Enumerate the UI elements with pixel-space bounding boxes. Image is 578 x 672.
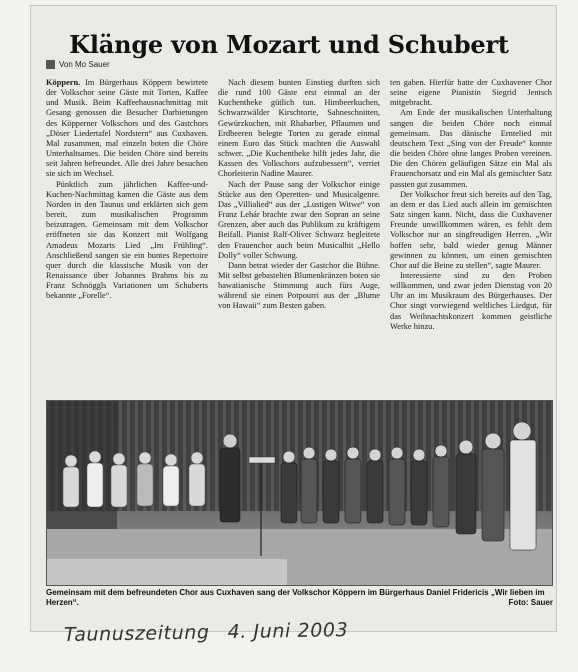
byline [46,60,110,69]
article-column-3 [390,78,552,396]
paragraph: Pünktlich zum jährlichen Kaffee-und-Kuchen-Nachmittag kamen die Gäste aus dem Norden in den Taunus und erklärten sich gern bereit, zum musikalischen Programm beizutragen. Gemeinsam mit dem Volkschor eröffneten sie das Konzert mit Wolfgang Amadeus Mozarts Lied „Im Frühling“. Anschließend sangen sie ein buntes Repertoire quer durch die klassische Musik von der Renaissance über Johannes Brahms bis zu Franz Schnöggls Variationen um Schuberts bekannte „Forelle“. [46,179,208,301]
paragraph: Interessierte sind zu den Proben willkommen, und zwar jeden Dienstag von 20 Uhr an im Musikraum des Bürgerhauses. Der Chor singt vorwiegend weltliches Liedgut, für das Weihnachtskonzert kommen geistliche Werke hinzu. [390,270,552,331]
article-column-1 [46,78,208,396]
caption-text: Gemeinsam mit dem befreundeten Chor aus Cuxhaven sang der Volkschor Köppern im Bürgerhaus Daniel Fridericis „Wir lieben im Herzen“. [46,588,545,607]
paragraph: Der Volkschor freut sich bereits auf den Tag, an dem er das Lied auch allein im gemischten Satz singen kann. Nicht, dass die Cuxhavener Freunde unwillkommen wären, es fehlt dem Volkschor nur an singfreudigen Herren. „Wir hoffen sehr, bald wieder genug Männer gewinnen zu können, um einen gemischten Chor auf die Beine zu stellen“, sagte Maurer. [390,189,552,270]
photo-credit: Foto: Sauer [508,598,553,607]
handwritten-date: 4. Juni 2003 [227,619,349,644]
paragraph: Am Ende der musikalischen Unterhaltung sangen die beiden Chöre noch einmal gemeinsam. Das dänische Erntelied mit deutschem Text „Sing von der Freude“ konnte die beiden Chöre ohne langes Proben vereinen. Die den Chören geläufigen Sätze ein Mal als Frauenchorsatz und ein Mal als gemischter Satz passten gut zusammen. [390,108,552,189]
paragraph: Nach diesem bunten Einstieg durften sich die rund 100 Gäste erst einmal an der Kuchentheke gütlich tun. Himbeerkuchen, Schwarzwälder Kirschtorte, Sahneschnitten, Gewürzkuchen, mit Rhabarber, Pflaumen und Erdbeeren belegte Torten zu gerade einmal einem Euro das Stück machten die Auswahl schwer. „Die Kuchentheke hilft jedes Jahr, die Kassen des Volkschors aufzubessern“, verriet Chorleiterin Nadine Maurer. [218,78,380,179]
paragraph: Köppern. Im Bürgerhaus Köppern bewirtete der Volkschor seine Gäste mit Torten, Kaffee und Musik. Beim Kaffeehausnachmittag mit Gesang genossen die Besucher Darbietungen des Köpperner Volkschors und des Gastchors „Döser Liedertafel Nordstern“ aus Cuxhaven. Mal zusammen, mal einzeln boten die Chöre Unterhaltsames. Die beiden Chöre sind bereits seit Jahren befreundet. Alle drei Jahre besuchen sie sich im Wechsel. [46,78,208,179]
choir-photo-image [47,401,553,586]
article-headline: Klänge von Mozart und Schubert [69,30,509,60]
byline-marker-icon [46,60,55,69]
choir-photo [46,400,553,586]
byline-text: Von Mo Sauer [59,60,110,69]
paragraph: Dann betrat wieder der Gastchor die Bühne. Mit selbst gebastelten Blumenkränzen boten sie hawaiianische Stimmung auch fürs Auge, während sie einen Potpourri aus der „Blume von Hawaii“ zum Besten gaben. [218,260,380,311]
paragraph: Nach der Pause sang der Volkschor einige Stücke aus den Operetten- und Musicalgenre. Das „Villialied“ aus der „Lustigen Witwe“ von Franz Lehár brachte zwar den Sopran an seine Grenzen, aber auch das Publikum zu kräftigem Beifall. Pianist Ralf-Oliver Schwarz begleitete den Frauenchor auch beim Musicalhit „Hello Dolly“ voller Schwung. [218,179,380,260]
article-column-2 [218,78,380,396]
paragraph: ten gaben. Hierfür hatte der Cuxhavener Chor seine eigene Pianistin Siegrid Jentsch mitgebracht. [390,78,552,108]
handwritten-source-note [64,619,349,646]
handwritten-source: Taunuszeitung [63,621,210,646]
photo-caption [46,588,553,608]
